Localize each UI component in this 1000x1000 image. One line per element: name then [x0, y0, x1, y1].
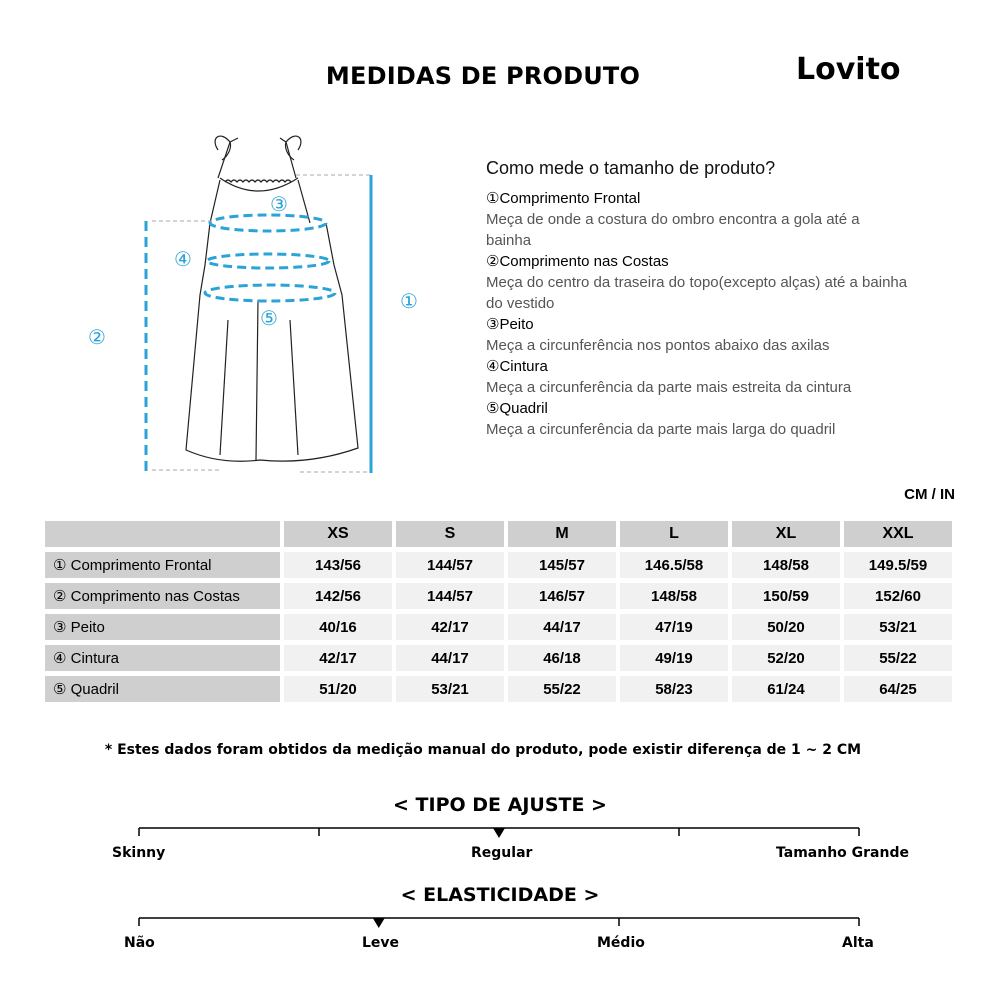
table-cell: 143/56	[284, 552, 392, 578]
elasticity-scale	[0, 910, 1000, 930]
table-cell: 50/20	[732, 614, 840, 640]
table-cell: 146.5/58	[620, 552, 728, 578]
marker-waist: ④	[174, 247, 192, 271]
elasticity-label-none: Não	[124, 935, 155, 951]
size-header: L	[620, 521, 728, 547]
instr-desc-chest: Meça a circunferência nos pontos abaixo das axilas	[486, 337, 830, 354]
instructions-list	[486, 188, 936, 440]
table-cell: 47/19	[620, 614, 728, 640]
size-header: XL	[732, 521, 840, 547]
table-cell: 58/23	[620, 676, 728, 702]
table-cell: 44/17	[508, 614, 616, 640]
table-cell: 148/58	[620, 583, 728, 609]
table-cell: 55/22	[508, 676, 616, 702]
table-cell: 144/57	[396, 552, 504, 578]
table-cell: 40/16	[284, 614, 392, 640]
table-cell: 55/22	[844, 645, 952, 671]
row-label: ① Comprimento Frontal	[45, 552, 280, 578]
marker-chest: ③	[270, 192, 288, 216]
table-row	[45, 645, 952, 671]
table-cell: 44/17	[396, 645, 504, 671]
row-label: ⑤ Quadril	[45, 676, 280, 702]
fit-label-regular: Regular	[471, 845, 533, 861]
instr-heading-chest: ③Peito	[486, 316, 534, 333]
row-label: ④ Cintura	[45, 645, 280, 671]
row-label: ② Comprimento nas Costas	[45, 583, 280, 609]
table-cell: 64/25	[844, 676, 952, 702]
table-header-row	[45, 521, 952, 547]
instr-desc-back-2: do vestido	[486, 295, 555, 312]
fit-marker-icon	[493, 828, 505, 838]
size-header: M	[508, 521, 616, 547]
measurement-note: * Estes dados foram obtidos da medição manual do produto, pode existir diferença de 1 ~ 2 CM	[104, 742, 862, 758]
dress-diagram	[60, 120, 460, 490]
elasticity-label-medium: Médio	[597, 935, 645, 951]
table-cell: 49/19	[620, 645, 728, 671]
marker-front-length: ①	[400, 289, 418, 313]
size-header: S	[396, 521, 504, 547]
table-row	[45, 614, 952, 640]
measure-ellipses	[205, 215, 335, 301]
brand-logo: Lovito	[796, 52, 901, 87]
elasticity-label-high: Alta	[842, 935, 874, 951]
table-cell: 146/57	[508, 583, 616, 609]
table-cell: 144/57	[396, 583, 504, 609]
instr-desc-front-2: bainha	[486, 232, 532, 249]
table-cell: 145/57	[508, 552, 616, 578]
instr-desc-waist: Meça a circunferência da parte mais estreita da cintura	[486, 379, 852, 396]
fit-title: < TIPO DE AJUSTE >	[393, 794, 607, 816]
instr-desc-back-1: Meça do centro da traseira do topo(excepto alças) até a bainha	[486, 274, 908, 291]
table-cell: 142/56	[284, 583, 392, 609]
marker-back-length: ②	[88, 325, 106, 349]
page-title: MEDIDAS DE PRODUTO	[325, 62, 641, 90]
table-cell: 148/58	[732, 552, 840, 578]
table-row	[45, 583, 952, 609]
table-cell: 46/18	[508, 645, 616, 671]
elasticity-title: < ELASTICIDADE >	[400, 884, 600, 906]
measure-lines	[146, 175, 371, 473]
instr-heading-front: ①Comprimento Frontal	[486, 190, 641, 207]
table-cell: 149.5/59	[844, 552, 952, 578]
size-header: XXL	[844, 521, 952, 547]
size-table	[41, 516, 956, 707]
table-row	[45, 676, 952, 702]
table-cell: 53/21	[396, 676, 504, 702]
fit-label-large: Tamanho Grande	[776, 845, 909, 861]
size-header: XS	[284, 521, 392, 547]
howto-title: Como mede o tamanho de produto?	[486, 158, 776, 178]
fit-label-skinny: Skinny	[112, 845, 166, 861]
table-cell: 61/24	[732, 676, 840, 702]
elasticity-label-light: Leve	[362, 935, 400, 951]
table-cell: 51/20	[284, 676, 392, 702]
marker-hip: ⑤	[260, 306, 278, 330]
instr-heading-waist: ④Cintura	[486, 358, 548, 375]
instr-heading-back: ②Comprimento nas Costas	[486, 253, 669, 270]
instr-desc-front-1: Meça de onde a costura do ombro encontra a gola até a	[486, 211, 860, 228]
unit-label: CM / IN	[904, 486, 955, 503]
dress-outline	[186, 136, 358, 461]
table-cell: 42/17	[396, 614, 504, 640]
table-cell: 150/59	[732, 583, 840, 609]
table-row	[45, 552, 952, 578]
instr-heading-hip: ⑤Quadril	[486, 400, 548, 417]
instr-desc-hip: Meça a circunferência da parte mais larga do quadril	[486, 421, 836, 438]
table-cell: 42/17	[284, 645, 392, 671]
row-label: ③ Peito	[45, 614, 280, 640]
elasticity-marker-icon	[373, 918, 385, 928]
table-cell: 53/21	[844, 614, 952, 640]
fit-scale	[0, 820, 1000, 840]
table-cell: 52/20	[732, 645, 840, 671]
table-cell: 152/60	[844, 583, 952, 609]
table-corner	[45, 521, 280, 547]
